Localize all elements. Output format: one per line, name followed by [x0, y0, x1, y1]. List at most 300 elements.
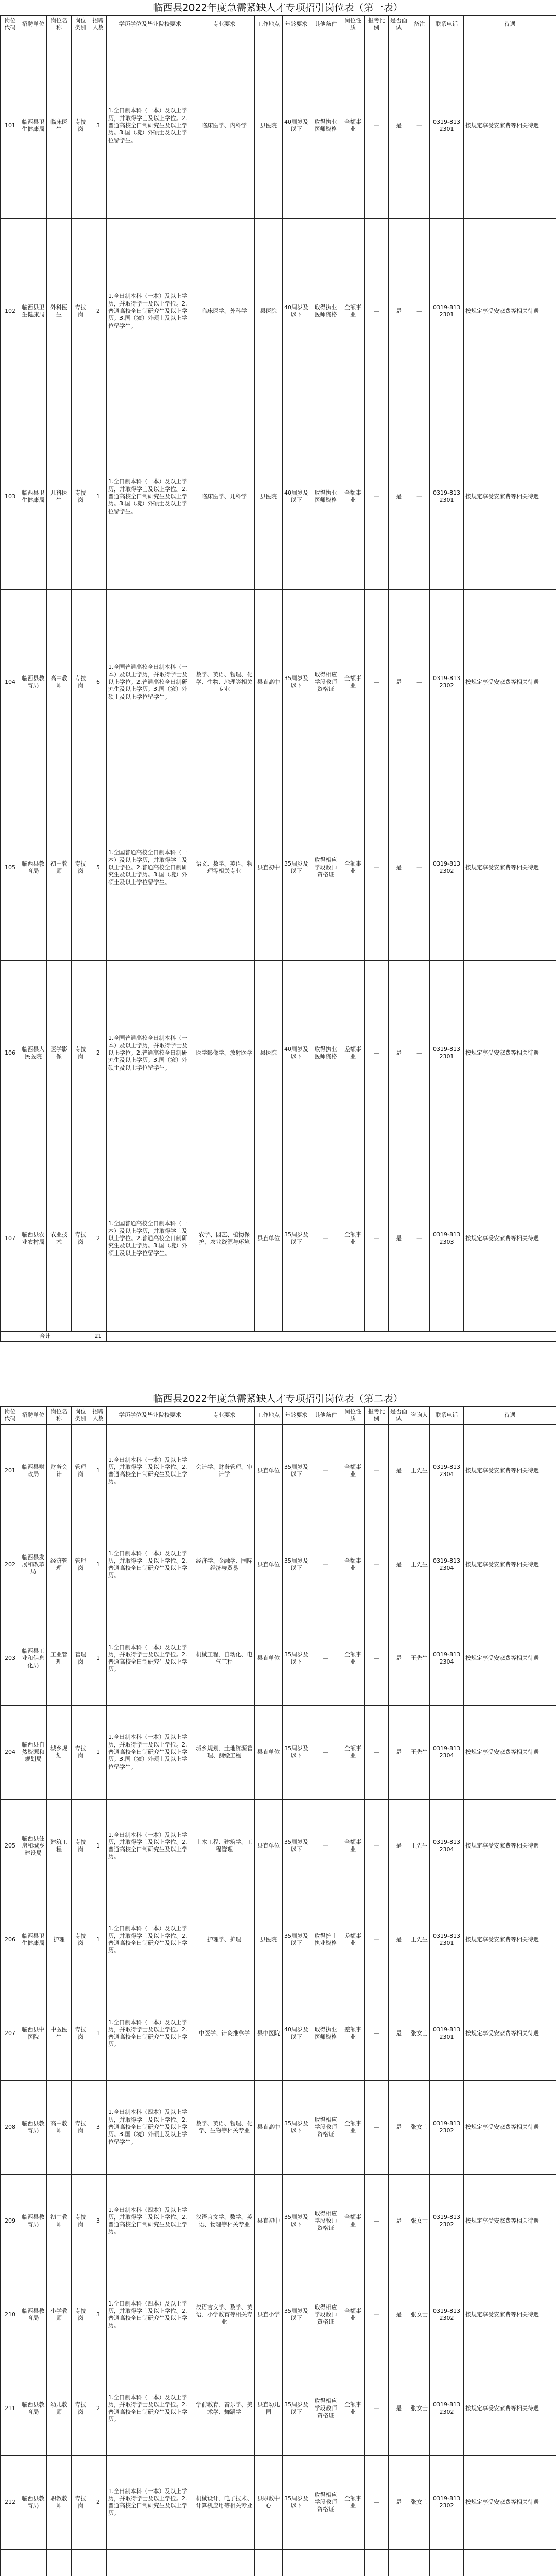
table-cell: 取得执业医师资格 [310, 218, 341, 404]
table-cell: 城乡规划 [47, 1705, 72, 1799]
table-cell [409, 2549, 430, 2576]
table-row [1, 1612, 556, 1705]
table-cell: 取得相应学段教师资格证 [310, 2362, 341, 2455]
header-cell: 岗位类别 [72, 16, 90, 33]
table-cell: 数学、英语、物理、化学、生物等相关专业 [194, 2080, 255, 2174]
table-cell: — [365, 2455, 389, 2549]
table-cell: 107 [1, 1146, 20, 1331]
table-cell: 临西县教育局 [20, 2174, 47, 2268]
table-cell: 汉语言文学、数学、英语、物理等相关专业 [194, 2174, 255, 2268]
table-cell: 县直单位 [255, 1518, 283, 1612]
table-cell: 汉语言文学、数学、英语、小学教育等相关专业 [194, 2268, 255, 2362]
table-cell: — [365, 1705, 389, 1799]
table-cell: 按规定享受安家费等相关待遇 [464, 404, 556, 589]
table-cell: — [310, 1146, 341, 1331]
table-cell: 专技岗 [72, 2268, 90, 2362]
table-cell: 212 [1, 2455, 20, 2549]
header-cell: 是否面试 [389, 1407, 409, 1425]
table-cell: 农业技术 [47, 1146, 72, 1331]
table-cell: 35周岁及以下 [283, 1518, 310, 1612]
table-row [1, 775, 556, 960]
table-cell: 是 [389, 33, 409, 218]
table-cell: 1.全日制本科（四本）及以上学历，并取得学士及以上学位。2.普通高校全日制研究生及以上学历。3.国（境）外硕士及以上学位留学生。 [107, 2080, 194, 2174]
table-cell: 取得相应学段教师资格证 [310, 2174, 341, 2268]
table-cell: 土木工程、建筑学、工程管理 [194, 1799, 255, 1893]
table-cell: 取得护士执业资格 [310, 1893, 341, 1987]
table-cell: 临西县农业农村局 [20, 1146, 47, 1331]
table-cell: 0319-8132304 [430, 1799, 464, 1893]
table-cell: 1.全日制本科（一本）及以上学历，并取得学士及以上学位。2.普通高校全日制研究生及以上学历。3.国（境）外硕士及以上学位留学生。 [107, 404, 194, 589]
table-cell: 40周岁及以下 [283, 404, 310, 589]
table-cell: 按规定享受安家费等相关待遇 [464, 2174, 556, 2268]
table-cell [90, 2549, 107, 2576]
table-cell: — [365, 404, 389, 589]
table-cell: 财务会计 [47, 1424, 72, 1518]
table-cell: 0319-8132302 [430, 2362, 464, 2455]
table-cell: 县直单位 [255, 1612, 283, 1705]
table-cell: 城乡规划、土地资源管理、测绘工程 [194, 1705, 255, 1799]
table-cell: 县直单位 [255, 1705, 283, 1799]
header-cell: 招聘单位 [20, 1407, 47, 1425]
table-cell: 差额事业 [341, 960, 365, 1146]
table-cell: 临西县卫生健康局 [20, 1893, 47, 1987]
table-cell: 按规定享受安家费等相关待遇 [464, 1893, 556, 1987]
table-row [1, 1987, 556, 2080]
table-cell: — [310, 1705, 341, 1799]
table-cell: 儿科医生 [47, 404, 72, 589]
table-row [1, 2080, 556, 2174]
table-cell: 医学影像学、放射医学 [194, 960, 255, 1146]
table-cell: 县直单位 [255, 1424, 283, 1518]
table-cell: 1 [90, 1799, 107, 1893]
table-cell: 王先生 [409, 1612, 430, 1705]
table-cell: — [365, 1424, 389, 1518]
total-value: 21 [90, 1331, 107, 1341]
table-cell: 1.全国普通高校全日制本科（一本）及以上学历，并取得学士及以上学位。2.普通高校全日制研究生及以上学历。3.国（境）外硕士及以上学位留学生。 [107, 960, 194, 1146]
table-row [1, 2549, 556, 2576]
table-cell: 取得相应学段教师资格证 [310, 589, 341, 775]
table-row [1, 1705, 556, 1799]
table-cell: 医学影像 [47, 960, 72, 1146]
table-cell: 40周岁及以下 [283, 33, 310, 218]
header-cell: 招聘人数 [90, 1407, 107, 1425]
table-cell: 是 [389, 1146, 409, 1331]
table-cell: — [310, 1518, 341, 1612]
table-cell: 专技岗 [72, 1987, 90, 2080]
table-row [1, 1146, 556, 1331]
table-cell: 0319-8132301 [430, 404, 464, 589]
table-cell: 40周岁及以下 [283, 1987, 310, 2080]
table-cell: 5 [90, 775, 107, 960]
table-cell: 张女士 [409, 2362, 430, 2455]
table-row [1, 1893, 556, 1987]
table-one-header-row [1, 16, 556, 33]
table-cell: 0319-8132303 [430, 1146, 464, 1331]
table-cell: 2 [90, 218, 107, 404]
table-cell: 0319-8132304 [430, 1705, 464, 1799]
table-cell: 0319-8132302 [430, 2080, 464, 2174]
table-cell: 取得执业医师资格 [310, 960, 341, 1146]
table-cell [47, 2549, 72, 2576]
table-cell: 张女士 [409, 2268, 430, 2362]
table-cell: 取得相应学段教师资格证 [310, 2080, 341, 2174]
table-cell: 1 [90, 1987, 107, 2080]
table-cell: 临西县教育局 [20, 775, 47, 960]
table-cell: 1 [90, 1424, 107, 1518]
table-cell: 王先生 [409, 1893, 430, 1987]
table-cell [72, 2549, 90, 2576]
total-row [1, 1331, 556, 1341]
table-cell: 2 [90, 2362, 107, 2455]
table-cell: 全额事业 [341, 2080, 365, 2174]
table-cell: 经济学、金融学、国际经济与贸易 [194, 1518, 255, 1612]
header-cell: 年龄要求 [283, 1407, 310, 1425]
header-cell: 待遇 [464, 16, 556, 33]
table-cell: 临西县教育局 [20, 589, 47, 775]
table-cell: 县直单位 [255, 1146, 283, 1331]
table-cell: 县中医院 [255, 1987, 283, 2080]
table-cell: — [365, 1146, 389, 1331]
table-cell: 0319-8132302 [430, 2174, 464, 2268]
table-cell: — [365, 1799, 389, 1893]
table-cell: 按规定享受安家费等相关待遇 [464, 1705, 556, 1799]
table-cell: 0319-8132301 [430, 960, 464, 1146]
table-row [1, 2455, 556, 2549]
table-row [1, 2268, 556, 2362]
table-cell: 全额事业 [341, 33, 365, 218]
table-cell: 206 [1, 1893, 20, 1987]
table-cell: 县直高中 [255, 589, 283, 775]
table-cell: 35周岁及以下 [283, 1705, 310, 1799]
table-cell: 专技岗 [72, 2080, 90, 2174]
table-cell: — [365, 2268, 389, 2362]
table-row [1, 1799, 556, 1893]
header-cell: 待遇 [464, 1407, 556, 1425]
table-cell: 按规定享受安家费等相关待遇 [464, 1987, 556, 2080]
table-cell: 县直单位 [255, 1799, 283, 1893]
table-cell: 管理岗 [72, 1424, 90, 1518]
header-cell: 备注 [409, 16, 430, 33]
header-cell: 岗位性质 [341, 16, 365, 33]
table-cell: 1.全日制本科（一本）及以上学历，并取得学士及以上学位。2.普通高校全日制研究生及以上学历。 [107, 1424, 194, 1518]
table-cell: 0319-8132302 [430, 775, 464, 960]
table-cell: 3 [90, 2174, 107, 2268]
header-cell: 联系电话 [430, 1407, 464, 1425]
table-cell: 是 [389, 2362, 409, 2455]
table-cell: 专技岗 [72, 589, 90, 775]
table-two-header-row [1, 1407, 556, 1425]
table-cell: 管理岗 [72, 1518, 90, 1612]
table-cell: 是 [389, 1612, 409, 1705]
header-cell: 岗位性质 [341, 1407, 365, 1425]
table-cell: 全额事业 [341, 775, 365, 960]
table-cell [20, 2549, 47, 2576]
table-cell: — [409, 960, 430, 1146]
table-cell: 35周岁及以下 [283, 2455, 310, 2549]
table-cell: 1 [90, 404, 107, 589]
table-cell: 210 [1, 2268, 20, 2362]
table-cell: 0319-8132301 [430, 33, 464, 218]
table-cell: 全额事业 [341, 2455, 365, 2549]
table-cell: — [365, 2080, 389, 2174]
table-cell: — [409, 589, 430, 775]
table-cell: 1 [90, 1705, 107, 1799]
table-cell: 初中教师 [47, 775, 72, 960]
table-cell: 按规定享受安家费等相关待遇 [464, 1146, 556, 1331]
table-cell: 专技岗 [72, 960, 90, 1146]
table-cell: 35周岁及以下 [283, 1612, 310, 1705]
table-cell: 202 [1, 1518, 20, 1612]
table-cell: 6 [90, 589, 107, 775]
table-cell: 县医院 [255, 960, 283, 1146]
table-cell: — [365, 33, 389, 218]
table-cell: 临西县卫生健康局 [20, 218, 47, 404]
table-cell: 全额事业 [341, 404, 365, 589]
header-cell: 岗位类别 [72, 1407, 90, 1425]
table-cell: 按规定享受安家费等相关待遇 [464, 33, 556, 218]
table-cell: 按规定享受安家费等相关待遇 [464, 218, 556, 404]
table-cell: — [310, 1612, 341, 1705]
table-cell: 专技岗 [72, 404, 90, 589]
table-cell: — [310, 1799, 341, 1893]
table-cell: 中医医生 [47, 1987, 72, 2080]
table-cell: 35周岁及以下 [283, 1424, 310, 1518]
table-cell: 按规定享受安家费等相关待遇 [464, 1424, 556, 1518]
table-cell: 0319-8132301 [430, 218, 464, 404]
table-cell: 张女士 [409, 2080, 430, 2174]
table-cell: — [365, 1893, 389, 1987]
table-cell: — [365, 775, 389, 960]
table-cell: 0319-8132302 [430, 2455, 464, 2549]
table-cell: 高中教师 [47, 2080, 72, 2174]
table-cell: — [409, 775, 430, 960]
table-cell [255, 2549, 283, 2576]
table-cell: 全额事业 [341, 2362, 365, 2455]
table-cell [430, 2549, 464, 2576]
table-cell: 3 [90, 2080, 107, 2174]
table-cell: 104 [1, 589, 20, 775]
table-cell: 是 [389, 1987, 409, 2080]
table-cell: 211 [1, 2362, 20, 2455]
table-cell [365, 2549, 389, 2576]
table-cell: 县直高中 [255, 2080, 283, 2174]
table-cell: 专技岗 [72, 1705, 90, 1799]
header-cell: 工作地点 [255, 16, 283, 33]
table-cell: 按规定享受安家费等相关待遇 [464, 2455, 556, 2549]
table-row [1, 1424, 556, 1518]
table-cell: 取得相应学段教师资格证 [310, 2455, 341, 2549]
table-cell: — [365, 218, 389, 404]
header-cell: 岗位代码 [1, 1407, 20, 1425]
table-cell: 取得相应学段教师资格证 [310, 775, 341, 960]
table-cell: 王先生 [409, 1705, 430, 1799]
table-two-section [0, 1391, 556, 2576]
table-cell: 县医院 [255, 1893, 283, 1987]
table-cell: 专技岗 [72, 1799, 90, 1893]
table-cell: 40周岁及以下 [283, 218, 310, 404]
table-cell: 管理岗 [72, 1612, 90, 1705]
table-cell: 县医院 [255, 404, 283, 589]
table-cell: 35周岁及以下 [283, 2080, 310, 2174]
table-cell: 学前教育、音乐学、美术学、舞蹈学 [194, 2362, 255, 2455]
table-cell: 临西县卫生健康局 [20, 404, 47, 589]
table-cell: 按规定享受安家费等相关待遇 [464, 775, 556, 960]
table-cell: 0319-8132301 [430, 1987, 464, 2080]
table-cell: 护理 [47, 1893, 72, 1987]
table-cell: 是 [389, 2268, 409, 2362]
table-cell: 1.全日制本科（一本）及以上学历，并取得学士及以上学位。2.普通高校全日制研究生及以上学历。 [107, 1518, 194, 1612]
table-cell: 205 [1, 1799, 20, 1893]
table-cell: 全额事业 [341, 2174, 365, 2268]
header-cell: 招聘单位 [20, 16, 47, 33]
table-cell: — [365, 589, 389, 775]
table-cell: 按规定享受安家费等相关待遇 [464, 1612, 556, 1705]
table-cell: 小学教师 [47, 2268, 72, 2362]
table-cell: 203 [1, 1612, 20, 1705]
table-cell: 初中教师 [47, 2174, 72, 2268]
table-cell: 3 [90, 33, 107, 218]
table-cell: 临西县教育局 [20, 2455, 47, 2549]
table-cell: 1.全日制本科（一本）及以上学历，并取得学士及以上学位。2.普通高校全日制研究生及以上学历。 [107, 1987, 194, 2080]
table-cell: 3 [90, 2268, 107, 2362]
table-cell: 按规定享受安家费等相关待遇 [464, 2268, 556, 2362]
table-cell: 1.全日制本科（四本）及以上学历，并取得学士及以上学位。2.普通高校全日制研究生及以上学历。 [107, 2174, 194, 2268]
table-cell: 102 [1, 218, 20, 404]
table-cell: 临西县发展和改革局 [20, 1518, 47, 1612]
table-cell: 专技岗 [72, 2174, 90, 2268]
table-row [1, 960, 556, 1146]
table-cell: 取得执业医师资格 [310, 33, 341, 218]
header-cell: 是否面试 [389, 16, 409, 33]
table-cell: 临西县人民医院 [20, 960, 47, 1146]
header-cell: 报考比例 [365, 16, 389, 33]
table-cell: — [365, 960, 389, 1146]
table-row [1, 2174, 556, 2268]
table-cell: 专技岗 [72, 2455, 90, 2549]
header-cell: 招聘人数 [90, 16, 107, 33]
table-row [1, 589, 556, 775]
table-cell: 35周岁及以下 [283, 2174, 310, 2268]
table-cell [341, 2549, 365, 2576]
table-cell: 204 [1, 1705, 20, 1799]
table-cell: 1.全日制本科（一本）及以上学历，并取得学士及以上学位。2.普通高校全日制研究生及以上学历。3.国（境）外硕士及以上学位留学生。 [107, 1705, 194, 1799]
table-cell: 临西县中医院 [20, 1987, 47, 2080]
table-cell: 35周岁及以下 [283, 2362, 310, 2455]
table-cell: — [409, 218, 430, 404]
table-cell: 王先生 [409, 1424, 430, 1518]
table-cell: 是 [389, 775, 409, 960]
table-row [1, 218, 556, 404]
table-cell: 临西县卫生健康局 [20, 33, 47, 218]
table-cell: 1.全国普通高校全日制本科（一本）及以上学历，并取得学士及以上学位。2.普通高校全日制研究生及以上学历。3.国（境）外硕士及以上学位留学生。 [107, 589, 194, 775]
table-cell: — [409, 33, 430, 218]
table-cell: 按规定享受安家费等相关待遇 [464, 2362, 556, 2455]
table-cell: 语文、数学、英语、物理等相关专业 [194, 775, 255, 960]
table-cell: 机械工程、自动化、电气工程 [194, 1612, 255, 1705]
table-cell: 是 [389, 1518, 409, 1612]
table-cell: 临西县住房和城乡建设局 [20, 1799, 47, 1893]
table-cell: 临西县教育局 [20, 2268, 47, 2362]
table-cell: 35周岁及以下 [283, 589, 310, 775]
table-cell: 临西县教育局 [20, 2080, 47, 2174]
table-cell: 王先生 [409, 1518, 430, 1612]
header-cell: 专业要求 [194, 1407, 255, 1425]
table-cell: 1.全日制本科（一本）及以上学历，并取得学士及以上学位。2.普通高校全日制研究生及以上学历。 [107, 2455, 194, 2549]
table-cell [283, 2549, 310, 2576]
header-cell: 工作地点 [255, 1407, 283, 1425]
table-cell: 临西县自然资源和规划局 [20, 1705, 47, 1799]
table-cell: 取得执业医师资格 [310, 404, 341, 589]
table-cell: 机械设计、电子技术、计算机应用等相关专业 [194, 2455, 255, 2549]
table-cell: 1.全国普通高校全日制本科（一本）及以上学历，并取得学士及以上学位。2.普通高校全日制研究生及以上学历。3.国（境）外硕士及以上学位留学生。 [107, 1146, 194, 1331]
table-cell: 专技岗 [72, 33, 90, 218]
table-cell: — [365, 2362, 389, 2455]
table-cell [389, 2549, 409, 2576]
table-cell: 40周岁及以下 [283, 960, 310, 1146]
table-cell: 全额事业 [341, 1146, 365, 1331]
table-cell: 专技岗 [72, 218, 90, 404]
table-cell: 县直小学 [255, 2268, 283, 2362]
header-cell: 咨询人 [409, 1407, 430, 1425]
table-cell: 是 [389, 2455, 409, 2549]
table-cell: 0319-8132302 [430, 589, 464, 775]
total-label: 合计 [1, 1331, 90, 1341]
table-cell: 是 [389, 1799, 409, 1893]
table-cell: 2 [90, 2455, 107, 2549]
table-cell: 临床医学、外科学 [194, 218, 255, 404]
table-cell: — [365, 1518, 389, 1612]
table-cell [107, 2549, 194, 2576]
table-cell: 1.全日制本科（一本）及以上学历，并取得学士及以上学位。2.普通高校全日制研究生及以上学历。3.国（境）外硕士及以上学位留学生。 [107, 33, 194, 218]
table-cell: 0319-8132304 [430, 1424, 464, 1518]
table-cell: — [310, 1424, 341, 1518]
table-cell: 35周岁及以下 [283, 1146, 310, 1331]
table-cell: 按规定享受安家费等相关待遇 [464, 1518, 556, 1612]
table-cell: 按规定享受安家费等相关待遇 [464, 960, 556, 1146]
table-cell: 1.全日制本科（一本）及以上学历，并取得学士及以上学位。2.普通高校全日制研究生及以上学历。 [107, 1799, 194, 1893]
table-cell: 209 [1, 2174, 20, 2268]
table-cell: 0319-8132301 [430, 1893, 464, 1987]
table-cell: 106 [1, 960, 20, 1146]
header-cell: 岗位代码 [1, 16, 20, 33]
table-two-title: 临西县2022年度急需紧缺人才专项招引岗位表（第二表） [153, 1393, 403, 1404]
table-cell: 县直幼儿园 [255, 2362, 283, 2455]
header-cell: 岗位名称 [47, 1407, 72, 1425]
recruitment-table-two [0, 1406, 556, 2576]
table-cell: 全额事业 [341, 218, 365, 404]
table-cell: 103 [1, 404, 20, 589]
table-cell: 105 [1, 775, 20, 960]
table-cell: 临西县财政局 [20, 1424, 47, 1518]
table-cell: 外科医生 [47, 218, 72, 404]
table-cell: 农学、园艺、植物保护、农业资源与环境 [194, 1146, 255, 1331]
table-cell: 县医院 [255, 33, 283, 218]
table-cell: 建筑工程 [47, 1799, 72, 1893]
header-cell: 学历学位及毕业院校要求 [107, 16, 194, 33]
header-cell: 其他条件 [310, 1407, 341, 1425]
table-cell: 35周岁及以下 [283, 2268, 310, 2362]
table-cell: 张女士 [409, 2455, 430, 2549]
table-cell: 是 [389, 218, 409, 404]
table-cell: 35周岁及以下 [283, 1893, 310, 1987]
table-cell: 全额事业 [341, 1799, 365, 1893]
table-cell: 0319-8132304 [430, 1612, 464, 1705]
table-cell [310, 2549, 341, 2576]
table-cell: 中医学、针灸推拿学 [194, 1987, 255, 2080]
table-cell: 全额事业 [341, 1518, 365, 1612]
table-cell: 1.全日制本科（一本）及以上学历，并取得学士及以上学位。2.普通高校全日制研究生及以上学历。 [107, 1612, 194, 1705]
table-cell: 1.全国普通高校全日制本科（一本）及以上学历，并取得学士及以上学位。2.普通高校全日制研究生及以上学历。3.国（境）外硕士及以上学位留学生。 [107, 775, 194, 960]
